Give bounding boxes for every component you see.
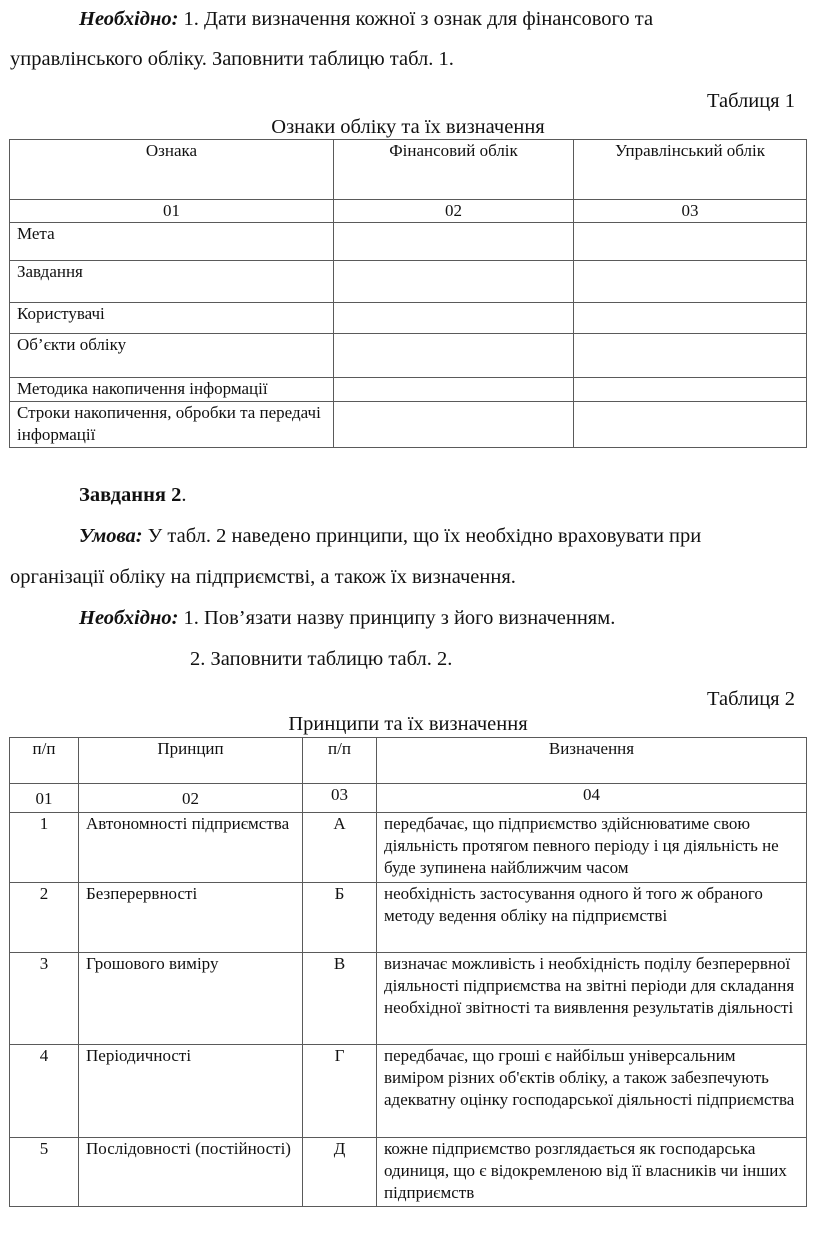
task2-required-label: Необхідно: [79, 607, 179, 629]
table1-number: Таблиця 1 [706, 90, 795, 112]
table2-num-cell: 5 [10, 1138, 79, 1207]
table2-header-num: п/п [10, 738, 79, 784]
table-row [10, 402, 807, 448]
table-row [10, 261, 807, 303]
table1-managerial-cell[interactable] [574, 334, 807, 378]
table1-financial-cell[interactable] [334, 402, 574, 448]
task2-required-paragraph [79, 606, 615, 630]
table2-num-cell: 4 [10, 1045, 79, 1138]
table2-numbers-row [10, 784, 807, 813]
table1-managerial-cell[interactable] [574, 303, 807, 334]
task2-heading-label: Завдання 2 [79, 484, 182, 506]
table2-letter-cell: Б [303, 883, 377, 953]
table2-principle-cell: Послідовності (постійності) [79, 1138, 303, 1207]
table1-managerial-cell[interactable] [574, 223, 807, 261]
task2-required-item2: 2. Заповнити таблицю табл. 2. [190, 648, 453, 670]
table2-colnum: 04 [377, 784, 807, 813]
table2-colnum: 02 [79, 784, 303, 813]
table1-managerial-cell[interactable] [574, 261, 807, 303]
table-row [10, 1045, 807, 1138]
table2-title: Принципи та їх визначення [288, 713, 528, 735]
table-row [10, 303, 807, 334]
table-row [10, 334, 807, 378]
table1-colnum: 02 [334, 200, 574, 223]
table2-number: Таблиця 2 [706, 688, 795, 710]
table1-header-row [10, 140, 807, 200]
task2-heading-dot: . [181, 484, 187, 506]
table2-definition-cell: передбачає, що підприємство здійснюватиме свою діяльність протягом певного періоду і ця діяльність не буде зупинена найближчим часом [377, 813, 807, 883]
table1-financial-cell[interactable] [334, 303, 574, 334]
table2-header-definition: Визначення [377, 738, 807, 784]
task1-required-text-line2: управлінського обліку. Заповнити таблицю табл. 1. [10, 48, 454, 70]
table2-header-letter: п/п [303, 738, 377, 784]
table2-definition-cell: необхідність застосування одного й того ж обраного методу ведення обліку на підприємстві [377, 883, 807, 953]
table2-letter-cell: Д [303, 1138, 377, 1207]
table1-feature-cell: Методика накопичення інформації [10, 378, 334, 402]
table1-financial-cell[interactable] [334, 334, 574, 378]
table2-definition-cell: визначає можливість і необхідність поділу безперервної діяльності підприємства на звітні періоди для складання необхідної звітності та виявлення результатів діяльності [377, 953, 807, 1045]
table2-principle-cell: Періодичності [79, 1045, 303, 1138]
table1-managerial-cell[interactable] [574, 402, 807, 448]
task2-condition-line2: організації обліку на підприємстві, а також їх визначення. [10, 566, 516, 588]
task1-required-text-line1: 1. Дати визначення кожної з ознак для фінансового та [178, 8, 654, 30]
table2-colnum: 01 [10, 784, 79, 813]
table1-colnum: 01 [10, 200, 334, 223]
table2-letter-cell: Г [303, 1045, 377, 1138]
table1-colnum: 03 [574, 200, 807, 223]
table2-principle-cell: Автономності підприємства [79, 813, 303, 883]
table1-managerial-cell[interactable] [574, 378, 807, 402]
table-row [10, 953, 807, 1045]
table1-feature-cell: Об’єкти обліку [10, 334, 334, 378]
table1-numbers-row [10, 200, 807, 223]
table1-title: Ознаки обліку та їх визначення [271, 116, 545, 138]
table1-financial-cell[interactable] [334, 261, 574, 303]
table2-header-principle: Принцип [79, 738, 303, 784]
table2-principle-cell: Безперервності [79, 883, 303, 953]
table1-financial-cell[interactable] [334, 378, 574, 402]
table-row [10, 1138, 807, 1207]
table2-header-row [10, 738, 807, 784]
table1 [9, 139, 807, 448]
table1-feature-cell: Користувачі [10, 303, 334, 334]
task2-condition-line1: У табл. 2 наведено принципи, що їх необхідно враховувати при [142, 525, 702, 547]
table2-num-cell: 1 [10, 813, 79, 883]
task1-required-paragraph [79, 7, 653, 31]
table1-feature-cell: Мета [10, 223, 334, 261]
table1-header-financial: Фінансовий облік [334, 140, 574, 200]
task1-required-label: Необхідно: [79, 8, 179, 30]
task2-condition-paragraph [79, 524, 701, 548]
table2-definition-cell: кожне підприємство розглядається як господарська одиниця, що є відокремленою від її власників чи інших підприємств [377, 1138, 807, 1207]
table1-financial-cell[interactable] [334, 223, 574, 261]
table-row [10, 813, 807, 883]
task2-condition-label: Умова: [79, 525, 143, 547]
table2-letter-cell: В [303, 953, 377, 1045]
task2-heading [79, 483, 186, 507]
table2-letter-cell: А [303, 813, 377, 883]
table2 [9, 737, 807, 1207]
table-row [10, 378, 807, 402]
table2-num-cell: 3 [10, 953, 79, 1045]
table1-feature-cell: Строки накопичення, обробки та передачі інформації [10, 402, 334, 448]
table2-principle-cell: Грошового виміру [79, 953, 303, 1045]
task2-required-item1: 1. Пов’язати назву принципу з його визначенням. [178, 607, 616, 629]
table2-definition-cell: передбачає, що гроші є найбільш універсальним виміром різних об'єктів обліку, а також забезпечують адекватну оцінку господарської діяльності підприємства [377, 1045, 807, 1138]
table-row [10, 223, 807, 261]
table1-feature-cell: Завдання [10, 261, 334, 303]
table1-header-managerial: Управлінський облік [574, 140, 807, 200]
table2-colnum: 03 [303, 784, 377, 813]
table-row [10, 883, 807, 953]
table2-num-cell: 2 [10, 883, 79, 953]
table1-header-feature: Ознака [10, 140, 334, 200]
